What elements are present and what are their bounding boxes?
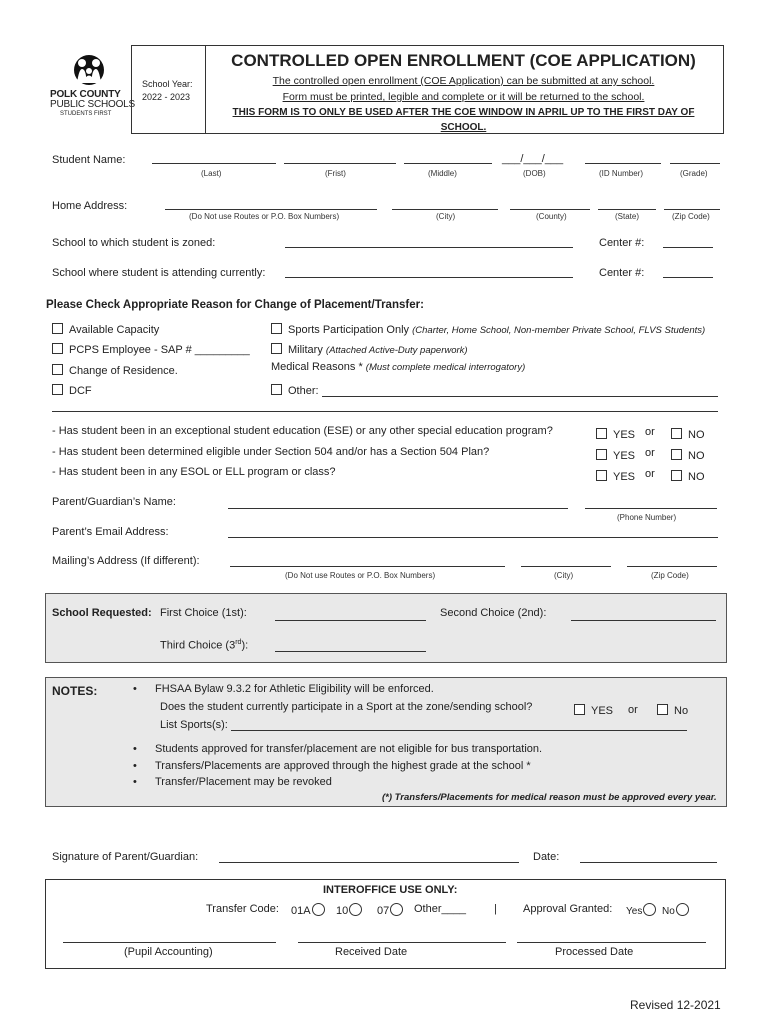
pupil-accounting-caption: (Pupil Accounting)	[124, 946, 213, 958]
attending-center-label: Center #:	[599, 267, 645, 279]
separator: |	[494, 903, 497, 915]
page-title: CONTROLLED OPEN ENROLLMENT (COE APPLICATION)	[231, 51, 696, 70]
logo-line1: POLK COUNTY	[50, 89, 121, 100]
code-other[interactable]: Other____	[414, 903, 466, 915]
mailing-street-field[interactable]	[230, 566, 505, 567]
504-no[interactable]	[671, 449, 705, 462]
code-label: 07	[377, 905, 390, 917]
first-caption: (Frist)	[325, 169, 346, 178]
no-label: NO	[688, 429, 705, 441]
code-10[interactable]	[336, 903, 362, 917]
second-choice-field[interactable]	[571, 620, 716, 621]
mailing-address-label: Mailing’s Address (If different):	[52, 555, 200, 567]
checkbox-icon[interactable]	[271, 343, 282, 354]
reason-note: (Attached Active-Duty paperwork)	[325, 345, 468, 356]
state-caption: (State)	[615, 212, 640, 221]
radio-icon[interactable]	[312, 903, 325, 916]
approval-no[interactable]	[662, 903, 689, 917]
reason-label: DCF	[69, 385, 92, 397]
question-esol: - Has student been in any ESOL or ELL program or class?	[52, 466, 336, 478]
middle-caption: (Middle)	[428, 169, 457, 178]
radio-icon[interactable]	[390, 903, 403, 916]
reasons-heading: Please Check Appropriate Reason for Change of Placement/Transfer:	[46, 299, 424, 311]
no-label: NO	[688, 471, 705, 483]
reason-label: Medical Reasons	[271, 361, 356, 373]
question-504: - Has student been determined eligible under Section 504 and/or has a Section 504 Plan?	[52, 446, 490, 458]
esol-yes[interactable]	[596, 470, 635, 483]
last-name-field[interactable]	[152, 163, 276, 164]
reason-label: Available Capacity	[69, 324, 160, 336]
reason-note: (Charter, Home School, Non-member Private School, FLVS Students)	[412, 325, 706, 336]
or-label: or	[645, 468, 655, 480]
bullet-icon: •	[133, 760, 137, 772]
radio-icon[interactable]	[676, 903, 689, 916]
zoned-school-label: School to which student is zoned:	[52, 237, 216, 249]
radio-icon[interactable]	[349, 903, 362, 916]
parent-name-label: Parent/Guardian’s Name:	[52, 496, 176, 508]
yes-label: Yes	[626, 906, 643, 917]
note-fhsaa: FHSAA Bylaw 9.3.2 for Athletic Eligibility will be enforced.	[155, 683, 434, 695]
street-field[interactable]	[165, 209, 377, 210]
reason-note: (Must complete medical interrogatory)	[365, 362, 526, 373]
reason-available-capacity[interactable]	[52, 323, 159, 336]
checkbox-icon[interactable]	[574, 704, 585, 715]
id-caption: (ID Number)	[599, 169, 644, 178]
mailing-city-caption: (City)	[554, 571, 574, 580]
title-line2: Form must be printed, legible and complete or it will be returned to the school.	[282, 91, 645, 103]
reason-military[interactable]	[271, 343, 468, 356]
first-name-field[interactable]	[284, 163, 396, 164]
processed-date-field[interactable]	[517, 942, 706, 943]
or-label: or	[645, 426, 655, 438]
city-caption: (City)	[436, 212, 456, 221]
or-label: or	[645, 447, 655, 459]
checkbox-icon[interactable]	[52, 323, 63, 334]
school-requested-label: School Requested:	[52, 607, 152, 619]
processed-date-caption: Processed Date	[555, 946, 634, 958]
approval-label: Approval Granted:	[523, 903, 613, 915]
street-caption: (Do Not use Routes or P.O. Box Numbers)	[189, 212, 340, 221]
yes-label: YES	[613, 450, 636, 462]
checkbox-icon[interactable]	[52, 384, 63, 395]
bullet-icon: •	[133, 743, 137, 755]
school-year-cell	[131, 45, 206, 134]
reason-sports[interactable]	[271, 323, 705, 336]
logo-line2: PUBLIC SCHOOLS	[50, 99, 136, 110]
district-logo	[48, 52, 136, 122]
id-number-field[interactable]	[585, 163, 661, 164]
attending-school-field[interactable]	[285, 277, 573, 278]
or-label: or	[628, 704, 638, 716]
yes-label: YES	[591, 705, 614, 717]
phone-caption: (Phone Number)	[617, 513, 677, 522]
dob-caption: (DOB)	[523, 169, 546, 178]
504-yes[interactable]	[596, 449, 635, 462]
reason-medical	[271, 361, 525, 373]
transfer-code-label: Transfer Code:	[206, 903, 279, 915]
received-date-caption: Received Date	[335, 946, 408, 958]
county-caption: (County)	[536, 212, 567, 221]
code-label: 01A	[291, 905, 311, 917]
revised-date: Revised 12-2021	[630, 998, 721, 1012]
code-label: 10	[336, 905, 349, 917]
bullet-icon: •	[133, 776, 137, 788]
no-label: NO	[688, 450, 705, 462]
city-field[interactable]	[392, 209, 498, 210]
radio-icon[interactable]	[643, 903, 656, 916]
reason-pcps-employee[interactable]	[52, 343, 250, 356]
parent-email-label: Parent’s Email Address:	[52, 526, 169, 538]
reason-other[interactable]	[271, 384, 319, 397]
second-choice-label: Second Choice (2nd):	[440, 607, 547, 619]
parent-name-field[interactable]	[228, 508, 568, 509]
approval-yes[interactable]	[626, 903, 656, 917]
title-line3a: THIS FORM IS TO ONLY BE USED AFTER THE COE WINDOW IN APRIL UP TO THE FIRST DAY OF	[232, 107, 695, 118]
question-ese: - Has student been in an exceptional student education (ESE) or any other special education program?	[52, 425, 553, 437]
no-label: No	[674, 705, 689, 717]
logo-line3: STUDENTS FIRST	[60, 111, 112, 117]
checkbox-icon[interactable]	[596, 470, 607, 481]
zip-field[interactable]	[664, 209, 720, 210]
checkbox-icon[interactable]	[671, 428, 682, 439]
notes-footnote: (*) Transfers/Placements for medical reason must be approved every year.	[382, 792, 717, 803]
checkbox-icon[interactable]	[671, 470, 682, 481]
sport-no[interactable]	[657, 704, 688, 717]
mailing-zip-field[interactable]	[627, 566, 717, 567]
received-date-field[interactable]	[298, 942, 506, 943]
reason-dcf[interactable]	[52, 384, 92, 397]
no-label: No	[662, 906, 675, 917]
checkbox-icon[interactable]	[657, 704, 668, 715]
reason-label: Military	[288, 344, 323, 356]
note-revoked: Transfer/Placement may be revoked	[155, 776, 332, 788]
checkbox-icon[interactable]	[671, 449, 682, 460]
asterisk: *	[358, 361, 363, 373]
zoned-school-field[interactable]	[285, 247, 573, 248]
list-sports-label: List Sports(s):	[160, 719, 228, 731]
mailing-zip-caption: (Zip Code)	[651, 571, 689, 580]
school-year-value: 2022 - 2023	[142, 92, 191, 102]
mailing-city-field[interactable]	[521, 566, 611, 567]
school-requested-panel	[45, 593, 727, 663]
county-field[interactable]	[510, 209, 590, 210]
reason-change-of-residence[interactable]	[52, 364, 178, 377]
notes-panel	[45, 677, 727, 807]
signature-field[interactable]	[219, 862, 519, 863]
pupil-accounting-field[interactable]	[63, 942, 276, 943]
home-address-label: Home Address:	[52, 200, 128, 212]
student-name-label: Student Name:	[52, 154, 126, 166]
first-choice-field[interactable]	[275, 620, 426, 621]
attending-school-label: School where student is attending currently:	[52, 267, 266, 279]
date-label: Date:	[533, 851, 560, 863]
title-line3b: SCHOOL.	[440, 122, 487, 133]
dob-field[interactable]: ___/___/___	[502, 153, 564, 165]
checkbox-icon[interactable]	[271, 323, 282, 334]
other-reason-field[interactable]	[322, 396, 718, 397]
zoned-center-label: Center #:	[599, 237, 645, 249]
mailing-street-caption: (Do Not use Routes or P.O. Box Numbers)	[285, 571, 436, 580]
reason-label: PCPS Employee - SAP # _________	[69, 344, 250, 356]
yes-label: YES	[613, 471, 636, 483]
date-field[interactable]	[580, 862, 717, 863]
reason-label: Sports Participation Only	[288, 324, 410, 336]
sport-yes[interactable]	[574, 704, 613, 717]
notes-label: NOTES:	[52, 684, 98, 698]
interoffice-title: INTEROFFICE USE ONLY:	[323, 884, 458, 896]
code-01a[interactable]	[291, 903, 325, 917]
last-caption: (Last)	[201, 169, 222, 178]
checkbox-icon[interactable]	[52, 343, 63, 354]
reason-label: Other:	[288, 385, 319, 397]
family-logo-icon	[48, 52, 130, 88]
attending-center-field[interactable]	[663, 277, 713, 278]
zoned-center-field[interactable]	[663, 247, 713, 248]
bullet-icon: •	[133, 683, 137, 695]
other-reason-field-2[interactable]	[52, 411, 718, 412]
grade-caption: (Grade)	[680, 169, 708, 178]
school-year-label: School Year:	[142, 79, 193, 89]
yes-label: YES	[613, 429, 636, 441]
first-choice-label: First Choice (1st):	[160, 607, 247, 619]
parent-email-field[interactable]	[228, 537, 718, 538]
third-choice-label: Third Choice (3rd):	[160, 639, 249, 652]
reason-label: Change of Residence.	[69, 365, 178, 377]
checkbox-icon[interactable]	[596, 449, 607, 460]
phone-field[interactable]	[585, 508, 717, 509]
code-07[interactable]	[377, 903, 403, 917]
list-sports-field[interactable]	[231, 730, 687, 731]
checkbox-icon[interactable]	[52, 364, 63, 375]
ese-yes[interactable]	[596, 428, 635, 441]
note-sport-question: Does the student currently participate in a Sport at the zone/sending school?	[160, 701, 533, 713]
signature-label: Signature of Parent/Guardian:	[52, 851, 199, 863]
state-field[interactable]	[598, 209, 656, 210]
checkbox-icon[interactable]	[271, 384, 282, 395]
checkbox-icon[interactable]	[596, 428, 607, 439]
title-cell	[204, 45, 724, 134]
note-bus: Students approved for transfer/placement are not eligible for bus transportation.	[155, 743, 543, 755]
title-line1: The controlled open enrollment (COE Application) can be submitted at any school.	[272, 75, 655, 87]
zip-caption: (Zip Code)	[672, 212, 710, 221]
grade-field[interactable]	[670, 163, 720, 164]
ese-no[interactable]	[671, 428, 705, 441]
note-highest-grade: Transfers/Placements are approved through the highest grade at the school *	[155, 760, 531, 772]
esol-no[interactable]	[671, 470, 705, 483]
third-choice-field[interactable]	[275, 651, 426, 652]
middle-name-field[interactable]	[404, 163, 492, 164]
